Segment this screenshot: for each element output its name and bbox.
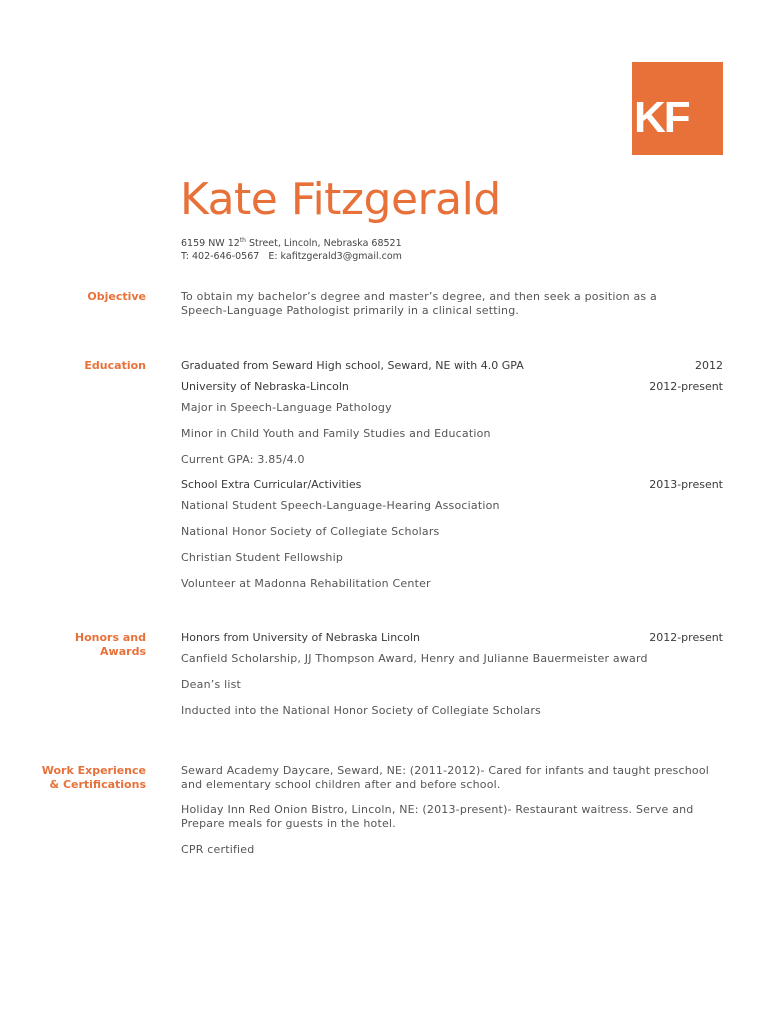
work-item: CPR certified	[181, 843, 255, 856]
work-label: Work Experience & Certifications	[41, 764, 146, 791]
education-label: Education	[84, 359, 146, 372]
education-extracurricular: School Extra Curricular/Activities	[181, 478, 362, 491]
education-item: Current GPA: 3.85/4.0	[181, 453, 305, 466]
objective-text: To obtain my bachelor’s degree and master’s degree, and then seek a position as a Speech-Language Pathologist primarily in a clinical setting.	[181, 290, 657, 317]
address-line: 6159 NW 12th Street, Lincoln, Nebraska 68521	[181, 236, 402, 249]
education-item: Minor in Child Youth and Family Studies and Education	[181, 427, 491, 440]
candidate-name: Kate Fitzgerald	[180, 174, 501, 225]
contact-block	[181, 237, 402, 263]
activity-item: Volunteer at Madonna Rehabilitation Center	[181, 577, 431, 590]
honors-heading: Honors from University of Nebraska Lincoln	[181, 631, 420, 644]
education-item: Major in Speech-Language Pathology	[181, 401, 392, 414]
activity-item: Christian Student Fellowship	[181, 551, 344, 564]
activity-item: National Student Speech-Language-Hearing Association	[181, 499, 500, 512]
honors-item: Inducted into the National Honor Society of Collegiate Scholars	[181, 704, 541, 717]
phone-email-line: T: 402-646-0567 E: kafitzgerald3@gmail.com	[181, 251, 402, 262]
education-extracurricular-year: 2013-present	[649, 478, 723, 491]
education-university: University of Nebraska-Lincoln	[181, 380, 349, 393]
monogram-text: KF	[634, 93, 689, 142]
honors-label: Honors and Awards	[74, 631, 146, 658]
education-highschool: Graduated from Seward High school, Seward, NE with 4.0 GPA	[181, 359, 524, 372]
education-university-year: 2012-present	[649, 380, 723, 393]
monogram-logo	[632, 62, 723, 155]
honors-item: Canfield Scholarship, JJ Thompson Award, Henry and Julianne Bauermeister award	[181, 652, 648, 665]
honors-item: Dean’s list	[181, 678, 242, 691]
work-item: Seward Academy Daycare, Seward, NE: (2011-2012)- Cared for infants and taught preschool and elementary school children after and before school.	[181, 764, 710, 791]
objective-label: Objective	[87, 290, 146, 303]
activity-item: National Honor Society of Collegiate Scholars	[181, 525, 440, 538]
work-item: Holiday Inn Red Onion Bistro, Lincoln, NE: (2013-present)- Restaurant waitress. Serve and Prepare meals for guests in the hotel.	[181, 803, 694, 830]
honors-year: 2012-present	[649, 631, 723, 644]
education-highschool-year: 2012	[695, 359, 723, 372]
